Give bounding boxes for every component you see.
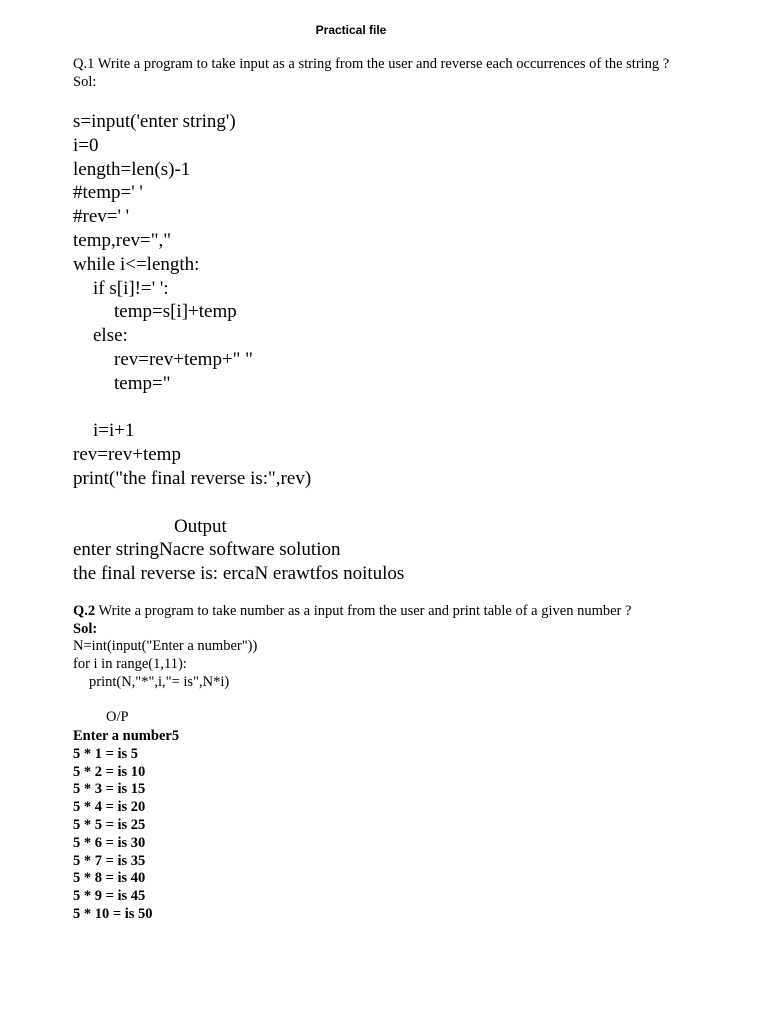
q1-question-text: Q.1 Write a program to take input as a string from the user and reverse each occurrences of the string ? [73,56,670,72]
q2-output-line: 5 * 6 = is 30 [73,834,146,851]
q2-output-line: 5 * 7 = is 35 [73,852,146,869]
q2-output-line: 5 * 1 = is 5 [73,745,139,762]
q1-code-line: while i<=length: [73,253,200,275]
q1-code-line: else: [93,325,128,347]
q1-code-line: s=input('enter string') [73,111,236,132]
q1-code-line: i=i+1 [93,420,135,442]
q1-code-blank-line [73,491,404,515]
q1-code-line: temp,rev="," [73,229,171,251]
page-title: Practical file [315,23,387,37]
q2-output-line: Enter a number5 [73,728,180,744]
q2-code-line: N=int(input("Enter a number")) [73,638,258,654]
q2-output-line: 5 * 2 = is 10 [73,763,146,780]
q1-code-line: print("the final reverse is:",rev) [73,467,312,489]
q2-output-block [73,728,179,924]
q2-output-line: 5 * 8 = is 40 [73,870,146,887]
q1-code-line: #temp=' ' [73,182,143,204]
q2-code-blank-line [73,691,257,709]
q1-code-line: temp=s[i]+temp [114,301,237,323]
q2-code-line: for i in range(1,11): [73,655,187,672]
q1-code-line: temp=" [114,372,171,394]
q1-question [73,55,673,91]
q1-code-line: i=0 [73,134,99,156]
q1-code-line: rev=rev+temp+" " [114,348,253,370]
q2-question [73,602,713,638]
q1-output-label: Output [174,515,227,537]
q1-output-line: enter stringNacre software solution [73,539,341,561]
q2-code-block [73,638,257,727]
q1-code-line: rev=rev+temp [73,444,181,466]
q2-code-line: print(N,"*",i,"= is",N*i) [89,673,230,690]
q2-output-line: 5 * 9 = is 45 [73,888,146,905]
q2-question-text: Write a program to take number as a input from the user and print table of a given number ? [95,603,632,619]
q1-output-line: the final reverse is: ercaN erawtfos noitulos [73,563,405,585]
q1-code-line: if s[i]!=' ': [93,277,169,299]
q2-question-label: Q.2 [73,603,96,619]
q2-output-line: 5 * 3 = is 15 [73,781,146,798]
q1-code-line: #rev=' ' [73,206,130,228]
q1-sol-label: Sol: [73,74,97,90]
q1-code-line: length=len(s)-1 [73,158,191,180]
q2-output-line: 5 * 10 = is 50 [73,905,153,922]
q2-output-line: 5 * 4 = is 20 [73,799,146,816]
q2-output-line: 5 * 5 = is 25 [73,816,146,833]
q1-code-blank-line [73,396,404,420]
q2-op-label: O/P [106,709,129,726]
q1-code-block [73,110,404,586]
q2-sol-label: Sol: [73,621,98,637]
